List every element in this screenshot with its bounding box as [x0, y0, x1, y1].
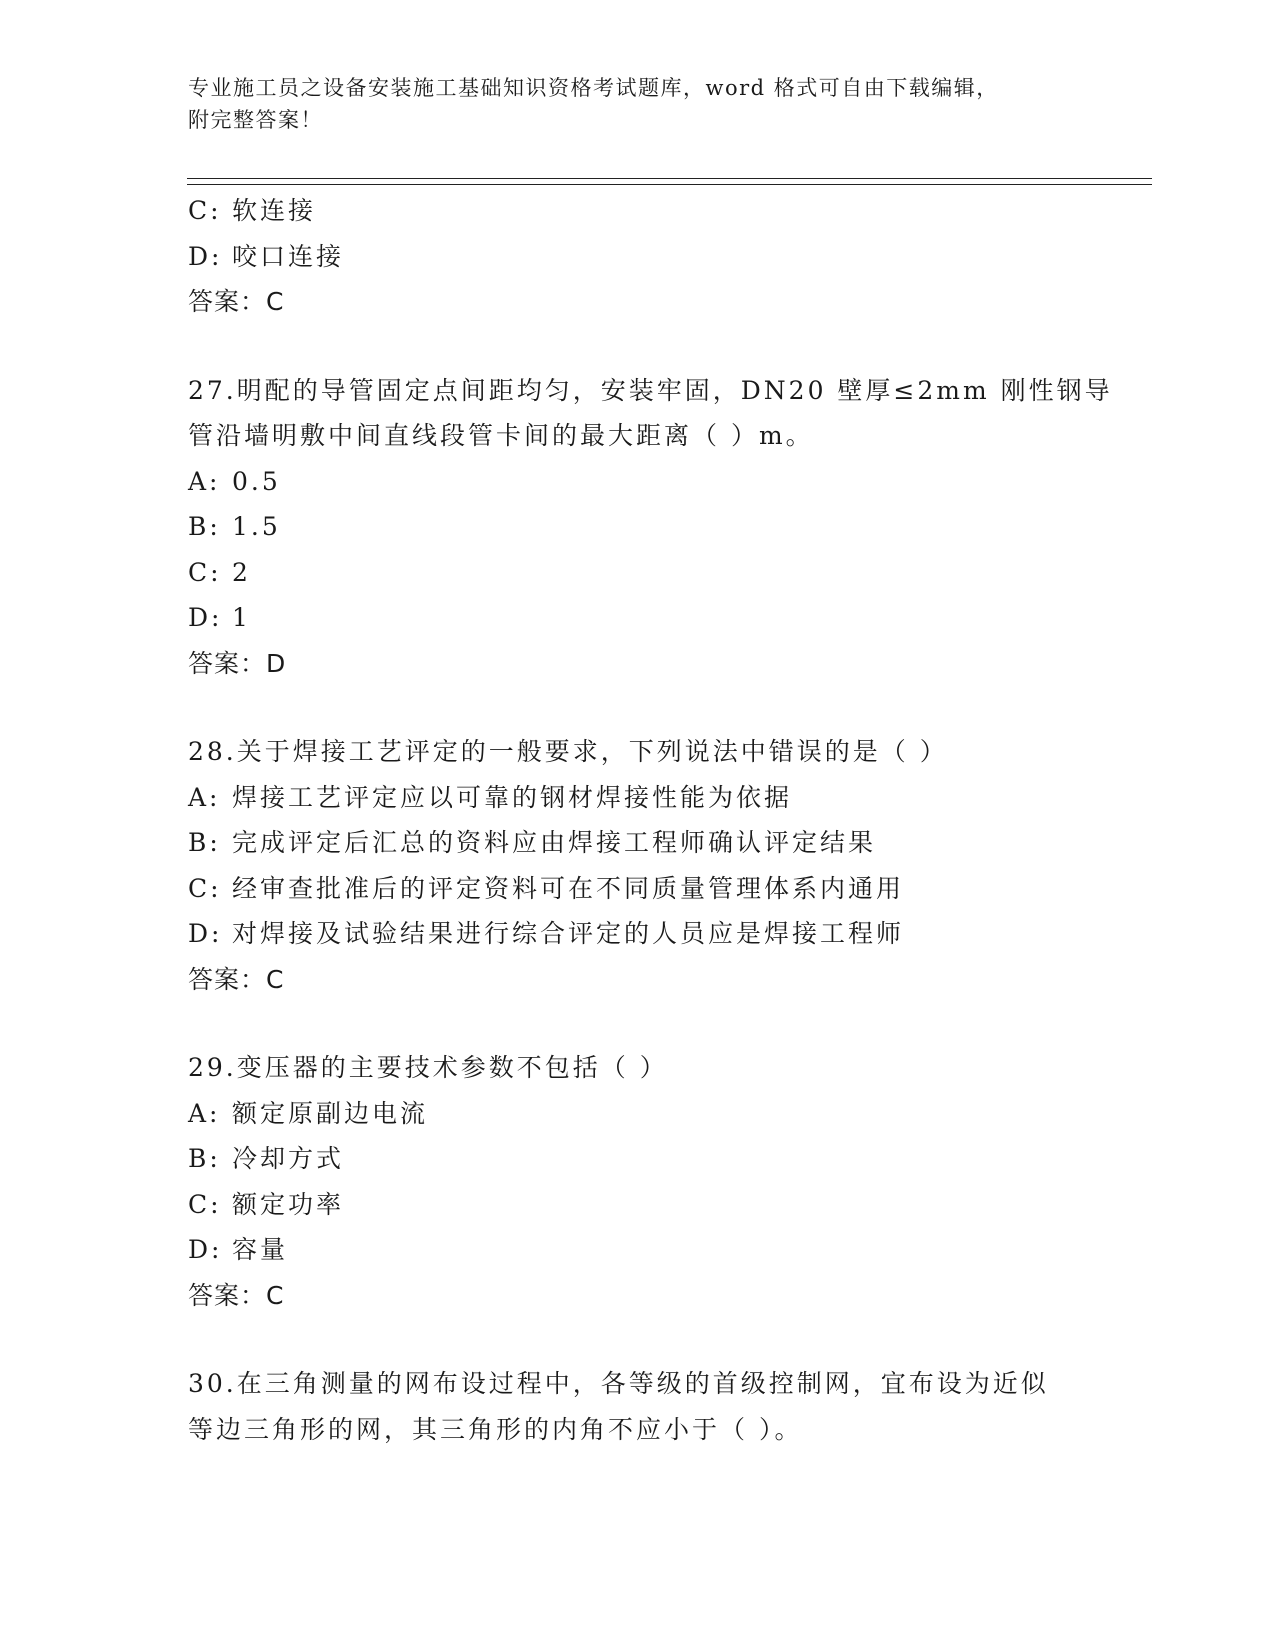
question-27-block	[188, 368, 1113, 687]
option-label: B:	[188, 512, 221, 541]
header-title-line-1: 专业施工员之设备安装施工基础知识资格考试题库，word 格式可自由下载编辑，	[188, 76, 999, 100]
option-label: C:	[188, 196, 222, 225]
document-header	[188, 72, 1088, 136]
option-d	[188, 595, 1108, 641]
answer-line: 答案：C	[188, 287, 285, 316]
option-text: 2	[232, 557, 251, 587]
answer-line: 答案：C	[188, 964, 285, 994]
question-prev-block	[188, 188, 1108, 325]
option-label: A:	[188, 466, 221, 496]
option-b	[188, 820, 1108, 866]
header-title-line-2: 附完整答案！	[188, 108, 323, 132]
question-list	[188, 188, 1113, 1452]
option-text: 咬口连接	[232, 241, 345, 271]
question-29-block	[188, 1045, 1108, 1318]
option-text: 冷却方式	[232, 1144, 345, 1173]
option-label: D:	[188, 241, 223, 271]
question-stem-line-1: 29.变压器的主要技术参数不包括（ ）	[188, 1053, 668, 1082]
option-b	[188, 1136, 1108, 1182]
option-text: 额定功率	[232, 1189, 345, 1219]
option-text: 1	[232, 603, 251, 632]
option-label: D:	[188, 919, 223, 948]
option-a	[188, 775, 1108, 821]
question-stem-line-1: 27.明配的导管固定点间距均匀，安装牢固，DN20 壁厚≤2mm 刚性钢导	[188, 375, 1113, 405]
option-text: 1.5	[232, 512, 281, 541]
answer-line: 答案：D	[188, 648, 287, 678]
option-label: C:	[188, 1189, 222, 1219]
question-stem-line-2: 管沿墙明敷中间直线段管卡间的最大距离（ ）m。	[188, 421, 814, 450]
question-28-block	[188, 729, 1108, 1002]
option-c	[188, 1182, 1108, 1228]
option-text: 0.5	[232, 466, 281, 496]
option-text: 经审查批准后的评定资料可在不同质量管理体系内通用	[232, 873, 905, 903]
option-label: A:	[188, 782, 221, 812]
option-text: 焊接工艺评定应以可靠的钢材焊接性能为依据	[232, 782, 793, 812]
option-text: 完成评定后汇总的资料应由焊接工程师确认评定结果	[232, 828, 877, 857]
option-d	[188, 911, 1108, 957]
option-label: D:	[188, 603, 223, 632]
option-label: D:	[188, 1235, 223, 1264]
option-text: 对焊接及试验结果进行综合评定的人员应是焊接工程师	[232, 919, 905, 948]
spacer	[188, 686, 1108, 729]
spacer	[188, 1318, 1108, 1361]
option-c	[188, 866, 1108, 912]
option-c	[188, 550, 1108, 596]
option-label: C:	[188, 873, 222, 903]
spacer	[188, 325, 1108, 368]
option-a	[188, 1091, 1108, 1137]
question-stem-line-2: 等边三角形的网，其三角形的内角不应小于（ ）。	[188, 1414, 803, 1444]
option-label: B:	[188, 828, 221, 857]
option-d	[188, 1227, 1108, 1273]
option-label: A:	[188, 1098, 221, 1128]
option-text: 软连接	[232, 196, 317, 225]
header-divider-top	[187, 178, 1152, 179]
option-text: 额定原副边电流	[232, 1098, 429, 1128]
option-a	[188, 459, 1108, 505]
option-d	[188, 234, 1108, 280]
question-30-block	[188, 1361, 1108, 1452]
spacer	[188, 1002, 1108, 1045]
option-label: B:	[188, 1144, 221, 1173]
option-c	[188, 188, 1108, 234]
question-stem-line-1: 30.在三角测量的网布设过程中，各等级的首级控制网，宜布设为近似	[188, 1369, 1049, 1398]
answer-line: 答案：C	[188, 1280, 285, 1310]
option-label: C:	[188, 557, 222, 587]
question-stem-line-1: 28.关于焊接工艺评定的一般要求，下列说法中错误的是（ ）	[188, 737, 948, 766]
header-divider-bottom	[187, 184, 1152, 185]
option-text: 容量	[232, 1235, 289, 1264]
option-b	[188, 504, 1108, 550]
